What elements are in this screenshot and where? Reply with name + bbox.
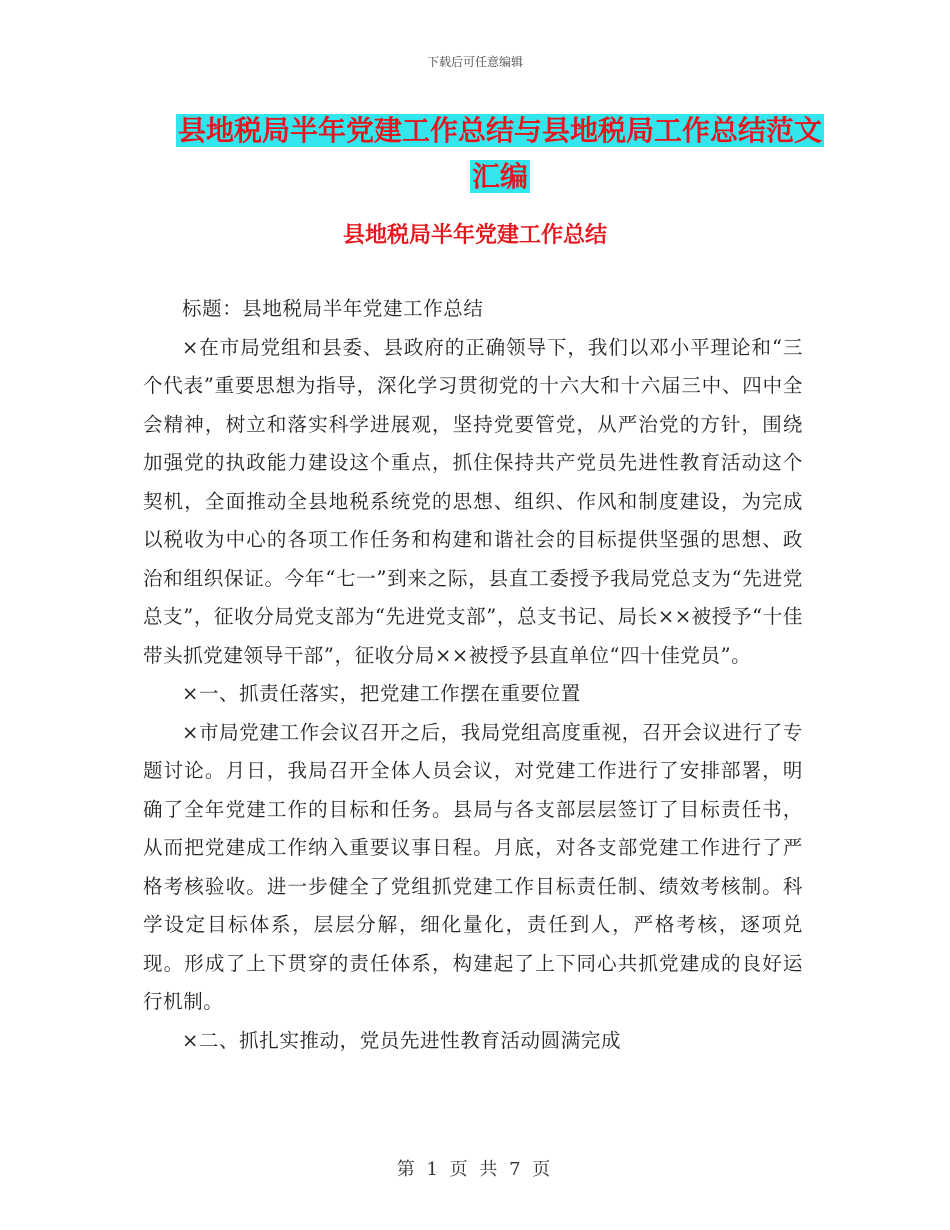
document-title — [170, 108, 830, 200]
page-number-footer: 第 1 页 共 7 页 — [396, 1159, 554, 1180]
section-title: 县地税局半年党建工作总结 — [342, 223, 607, 248]
paragraph-heading-1: ×一、抓责任落实，把党建工作摆在重要位置 — [182, 682, 581, 705]
paragraph-subject: 标题：县地税局半年党建工作总结 — [182, 297, 484, 320]
document-title-line-2: 汇编 — [471, 160, 528, 193]
paragraph-body-1: ×市局党建工作会议召开之后，我局党组高度重视，召开会议进行了专题讨论。月日，我局召开全体人员会议，对党建工作进行了安排部署，明确了全年党建工作的目标和任务。县局与各支部层层签订了目标责任书，从而把党建成工作纳入重要议事日程。月底，对各支部党建工作进行了严格考核验收。进一步健全了党组抓党建工作目标责任制、绩效考核制。科学设定目标体系，层层分解，细化量化，责任到人，严格考核，逐项兑现。形成了上下贯穿的责任体系，构建起了上下同心共抓党建成的良好运行机制。 — [143, 720, 803, 1013]
paragraph-intro: ×在市局党组和县委、县政府的正确领导下，我们以邓小平理论和“三个代表”重要思想为指导，深化学习贯彻党的十六大和十六届三中、四中全会精神，树立和落实科学进展观，坚持党要管党，从严治党的方针，围绕加强党的执政能力建设这个重点，抓住保持共产党员先进性教育活动这个契机，全面推动全县地税系统党的思想、组织、作风和制度建设，为完成以税收为中心的各项工作任务和构建和谐社会的目标提供坚强的思想、政治和组织保证。今年“七一”到来之际，县直工委授予我局党总支为“先进党总支”，征收分局党支部为“先进党支部”，总支书记、局长××被授予“十佳带头抓党建领导干部”，征收分局××被授予县直单位“四十佳党员”。 — [143, 335, 803, 667]
document-body — [143, 290, 803, 1060]
document-title-line-1: 县地税局半年党建工作总结与县地税局工作总结范文 — [177, 114, 822, 147]
header-note: 下载后可任意编辑 — [426, 55, 523, 69]
paragraph-heading-2: ×二、抓扎实推动，党员先进性教育活动圆满完成 — [182, 1028, 622, 1052]
